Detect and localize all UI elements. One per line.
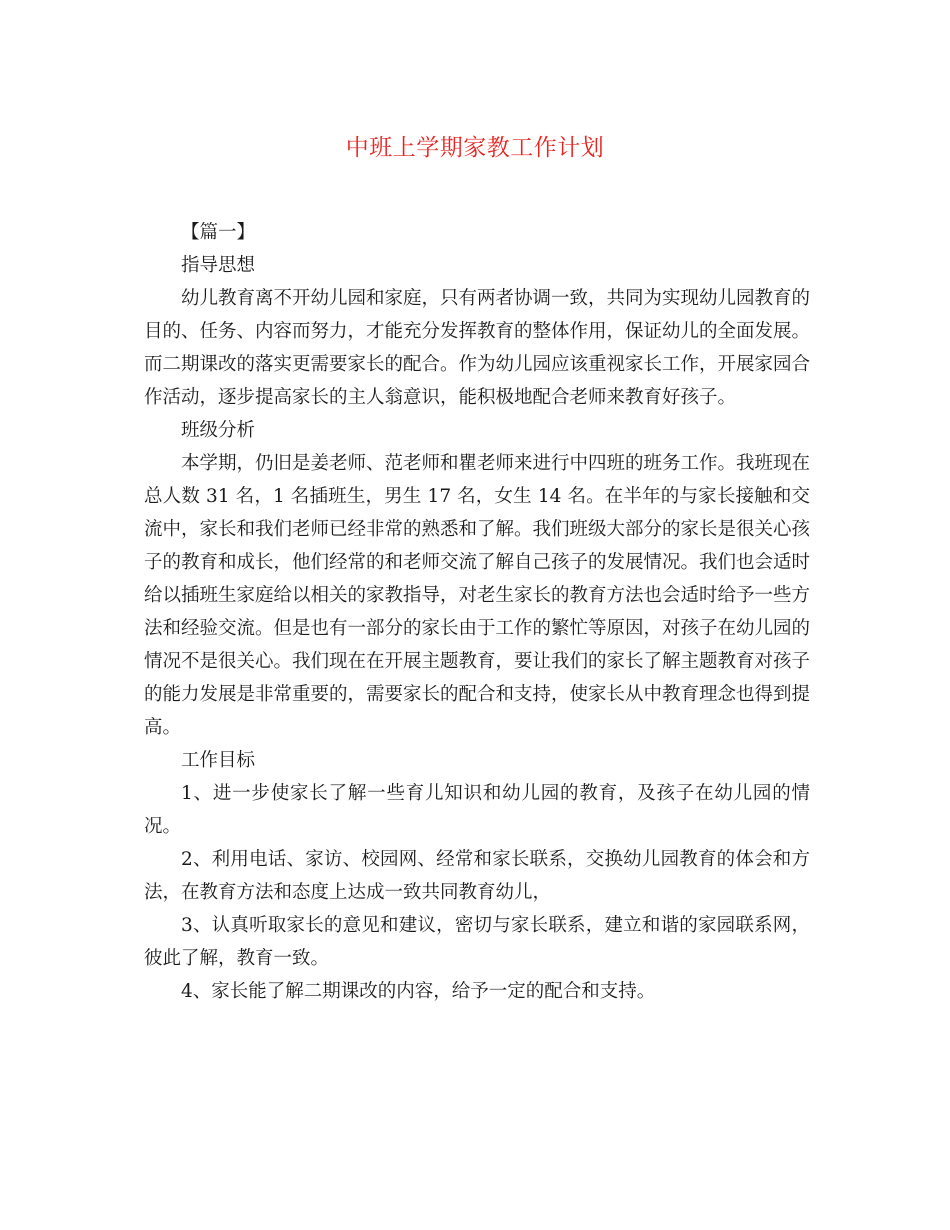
- paragraph-class-analysis: 本学期，仍旧是姜老师、范老师和瞿老师来进行中四班的班务工作。我班现在总人数 31 名，1 名插班生，男生 17 名，女生 14 名。在半年的与家长接触和交流中，家长和我们老师已经非常的熟悉和了解。我们班级大部分的家长是很关心孩子的教育和成长，他们经常的和老师交流了解自己孩子的发展情况。我们也会适时给以插班生家庭给以相关的家教指导，对老生家长的教育方法也会适时给予一些方法和经验交流。但是也有一部分的家长由于工作的繁忙等原因，对孩子在幼儿园的情况不是很关心。我们现在在开展主题教育，要让我们的家长了解主题教育对孩子的能力发展是非常重要的，需要家长的配合和支持，使家长从中教育理念也得到提高。: [144, 453, 811, 738]
- heading-class-analysis: 班级分析: [181, 420, 256, 441]
- document-body: [144, 216, 810, 1008]
- heading-guiding-thought: 指导思想: [181, 255, 256, 276]
- goal-item: 1、进一步使家长了解一些育儿知识和幼儿园的教育，及孩子在幼儿园的情况。: [144, 783, 810, 837]
- paragraph-guiding-thought: 幼儿教育离不开幼儿园和家庭，只有两者协调一致，共同为实现幼儿园教育的目的、任务、内容而努力，才能充分发挥教育的整体作用，保证幼儿的全面发展。而二期课改的落实更需要家长的配合。作为幼儿园应该重视家长工作，开展家园合作活动，逐步提高家长的主人翁意识，能积极地配合老师来教育好孩子。: [144, 288, 811, 408]
- heading-work-goals: 工作目标: [181, 750, 256, 771]
- goal-item: 2、利用电话、家访、校园网、经常和家长联系，交换幼儿园教育的体会和方法，在教育方法和态度上达成一致共同教育幼儿，: [144, 849, 810, 903]
- goal-item: 3、认真听取家长的意见和建议，密切与家长联系，建立和谐的家园联系网，彼此了解，教育一致。: [144, 915, 810, 969]
- document-title: 中班上学期家教工作计划: [345, 135, 605, 161]
- goal-item: 4、家长能了解二期课改的内容，给予一定的配合和支持。: [181, 981, 656, 1002]
- section-marker: 【篇一】: [181, 222, 256, 243]
